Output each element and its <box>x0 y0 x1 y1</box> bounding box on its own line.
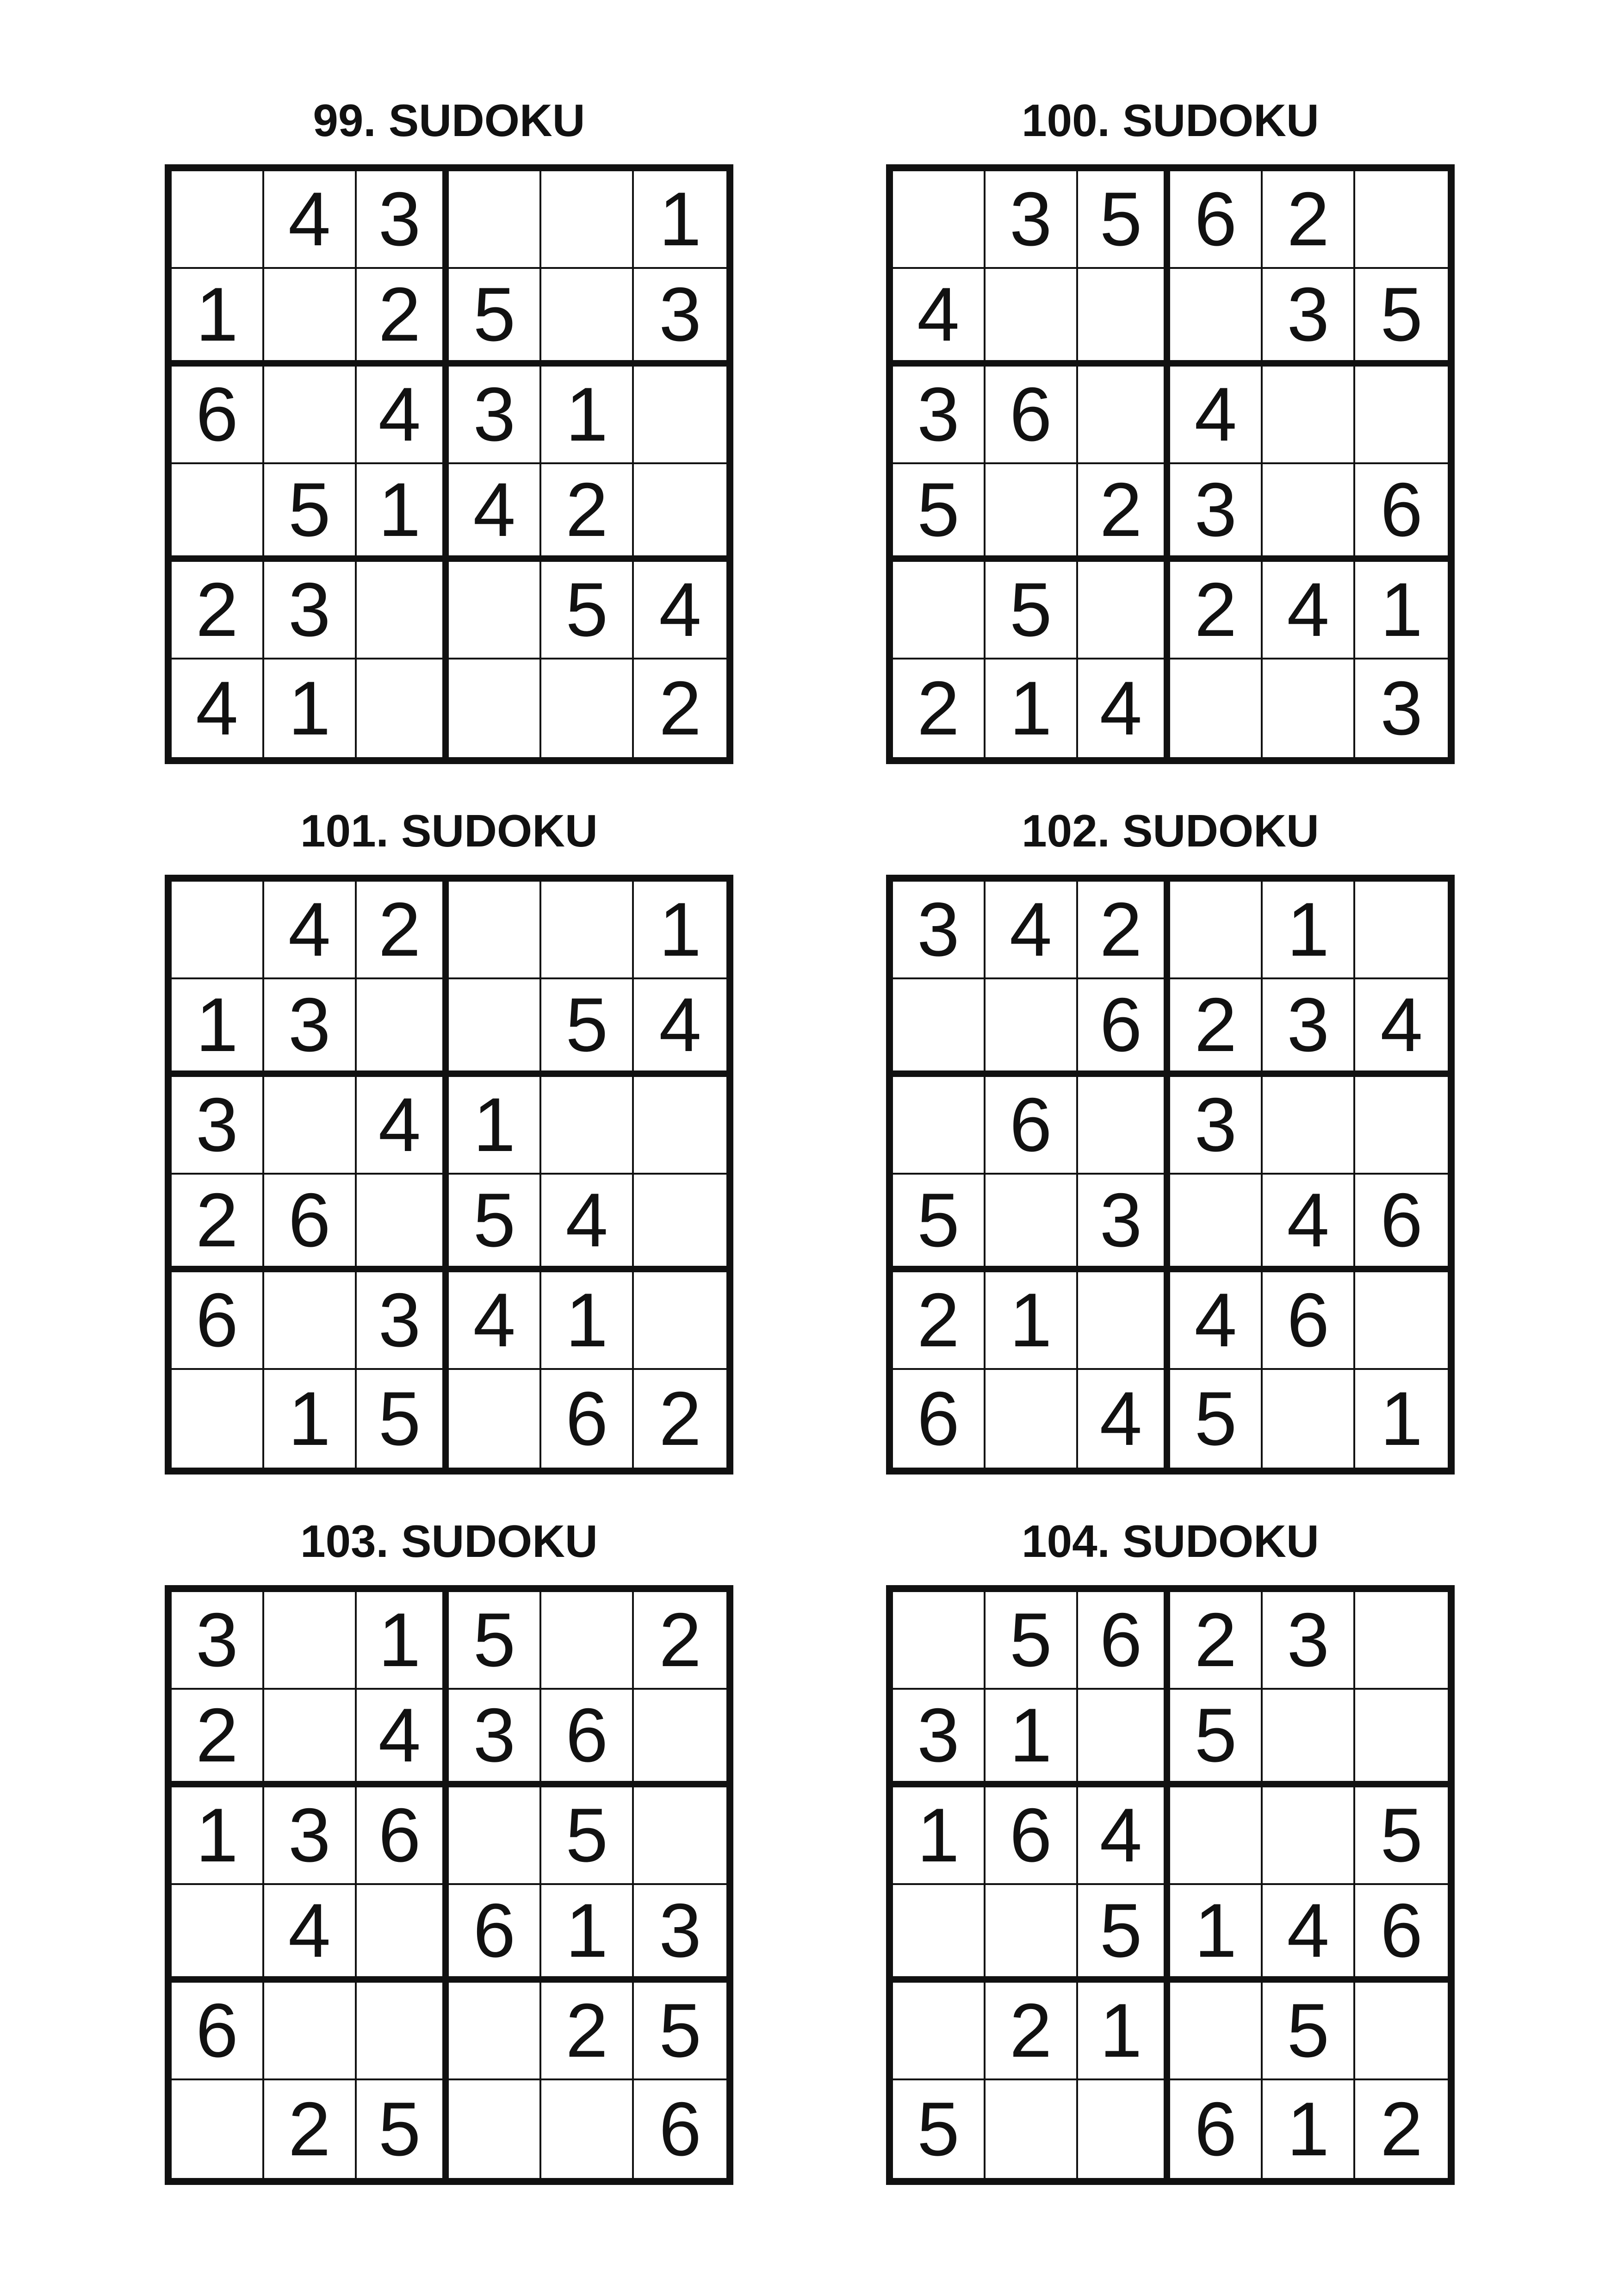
empty-cell[interactable] <box>357 660 449 757</box>
given-digit-cell: 5 <box>1355 269 1448 367</box>
puzzle-title: 101. SUDOKU <box>300 805 598 856</box>
given-digit-cell: 5 <box>1355 1787 1448 1885</box>
given-digit-cell: 3 <box>1263 979 1355 1077</box>
given-digit-cell: 1 <box>986 1690 1078 1787</box>
given-digit-cell: 5 <box>1078 171 1171 269</box>
puzzle-title: 103. SUDOKU <box>300 1516 598 1567</box>
given-digit-cell: 3 <box>172 1592 264 1690</box>
empty-cell[interactable] <box>264 1983 357 2080</box>
empty-cell[interactable] <box>541 1077 634 1175</box>
empty-cell[interactable] <box>893 171 986 269</box>
sudoku-grid <box>165 164 733 764</box>
given-digit-cell: 5 <box>357 1370 449 1468</box>
given-digit-cell: 6 <box>1355 1885 1448 1983</box>
given-digit-cell: 1 <box>1078 1983 1171 2080</box>
given-digit-cell: 3 <box>264 562 357 660</box>
given-digit-cell: 2 <box>1078 464 1171 562</box>
given-digit-cell: 6 <box>1078 1592 1171 1690</box>
given-digit-cell: 2 <box>1380 2086 1423 2172</box>
given-digit-cell: 4 <box>357 1077 449 1175</box>
empty-cell[interactable] <box>1078 367 1171 464</box>
empty-cell[interactable] <box>1170 882 1263 979</box>
empty-cell[interactable] <box>893 1983 986 2080</box>
empty-cell[interactable] <box>357 1885 449 1983</box>
puzzle-title: 104. SUDOKU <box>1022 1516 1319 1567</box>
given-digit-cell: 2 <box>893 1272 986 1370</box>
empty-cell[interactable] <box>1078 2080 1171 2178</box>
empty-cell[interactable] <box>1355 171 1448 269</box>
given-digit-cell: 4 <box>541 1175 634 1272</box>
empty-cell[interactable] <box>1355 1690 1448 1787</box>
given-digit-cell: 2 <box>659 1376 701 1461</box>
given-digit-cell: 1 <box>634 171 726 269</box>
given-digit-cell: 6 <box>986 367 1078 464</box>
given-digit-cell: 4 <box>986 882 1078 979</box>
given-digit-cell: 6 <box>449 1885 541 1983</box>
given-digit-cell: 4 <box>264 882 357 979</box>
given-digit-cell: 5 <box>893 1175 986 1272</box>
sudoku-grid <box>886 164 1455 764</box>
given-digit-cell: 4 <box>264 1885 357 1983</box>
given-digit-cell: 4 <box>264 171 357 269</box>
sudoku-grid <box>165 875 733 1475</box>
empty-cell[interactable] <box>172 464 264 562</box>
given-digit-cell: 6 <box>659 2086 701 2172</box>
empty-cell[interactable] <box>172 1370 264 1468</box>
empty-cell[interactable] <box>264 269 357 367</box>
empty-cell[interactable] <box>634 1690 726 1787</box>
empty-cell[interactable] <box>357 1175 449 1272</box>
given-digit-cell: 3 <box>357 171 449 269</box>
empty-cell[interactable] <box>172 1885 264 1983</box>
given-digit-cell: 5 <box>357 2080 449 2178</box>
given-digit-cell: 5 <box>1078 1885 1171 1983</box>
empty-cell[interactable] <box>541 2080 634 2178</box>
given-digit-cell: 1 <box>1380 1376 1423 1461</box>
empty-cell[interactable] <box>1355 882 1448 979</box>
puzzle-title: 100. SUDOKU <box>1022 95 1319 146</box>
given-digit-cell: 3 <box>634 1885 726 1983</box>
empty-cell[interactable] <box>1078 562 1171 660</box>
given-digit-cell: 1 <box>986 1272 1078 1370</box>
given-digit-cell: 4 <box>1170 367 1263 464</box>
empty-cell[interactable] <box>264 1592 357 1690</box>
given-digit-cell: 1 <box>357 464 449 562</box>
sudoku-grid <box>886 1585 1455 2185</box>
given-digit-cell: 3 <box>264 979 357 1077</box>
given-digit-cell: 2 <box>893 660 986 757</box>
given-digit-cell: 2 <box>357 269 449 367</box>
empty-cell[interactable] <box>1078 1077 1171 1175</box>
empty-cell[interactable] <box>172 2080 264 2178</box>
empty-cell[interactable] <box>1170 1787 1263 1885</box>
given-digit-cell: 2 <box>634 1592 726 1690</box>
given-digit-cell: 6 <box>1170 171 1263 269</box>
sudoku-grid <box>165 1585 733 2185</box>
empty-cell[interactable] <box>172 171 264 269</box>
given-digit-cell: 5 <box>1263 1983 1355 2080</box>
given-digit-cell: 1 <box>172 1787 264 1885</box>
given-digit-cell: 5 <box>893 2080 986 2178</box>
empty-cell[interactable] <box>1263 1077 1355 1175</box>
given-digit-cell: 6 <box>1263 1272 1355 1370</box>
given-digit-cell: 3 <box>893 882 986 979</box>
empty-cell[interactable] <box>449 1370 541 1468</box>
empty-cell[interactable] <box>1263 1370 1355 1468</box>
empty-cell[interactable] <box>634 1077 726 1175</box>
given-digit-cell: 6 <box>172 1983 264 2080</box>
given-digit-cell: 2 <box>172 1175 264 1272</box>
empty-cell[interactable] <box>449 562 541 660</box>
given-digit-cell: 2 <box>264 2080 357 2178</box>
empty-cell[interactable] <box>172 882 264 979</box>
given-digit-cell: 3 <box>1380 666 1423 751</box>
given-digit-cell: 2 <box>172 1690 264 1787</box>
empty-cell[interactable] <box>264 1077 357 1175</box>
given-digit-cell: 1 <box>541 367 634 464</box>
empty-cell[interactable] <box>1355 367 1448 464</box>
given-digit-cell: 1 <box>541 1272 634 1370</box>
given-digit-cell: 5 <box>449 1592 541 1690</box>
empty-cell[interactable] <box>1170 660 1263 757</box>
given-digit-cell: 1 <box>264 660 357 757</box>
given-digit-cell: 6 <box>1078 979 1171 1077</box>
empty-cell[interactable] <box>541 171 634 269</box>
given-digit-cell: 3 <box>1263 1592 1355 1690</box>
empty-cell[interactable] <box>264 1690 357 1787</box>
given-digit-cell: 2 <box>1263 171 1355 269</box>
empty-cell[interactable] <box>986 2080 1078 2178</box>
given-digit-cell: 4 <box>357 367 449 464</box>
given-digit-cell: 4 <box>172 660 264 757</box>
empty-cell[interactable] <box>541 660 634 757</box>
empty-cell[interactable] <box>634 464 726 562</box>
empty-cell[interactable] <box>541 882 634 979</box>
empty-cell[interactable] <box>634 367 726 464</box>
empty-cell[interactable] <box>449 2080 541 2178</box>
empty-cell[interactable] <box>1263 1690 1355 1787</box>
empty-cell[interactable] <box>1263 367 1355 464</box>
empty-cell[interactable] <box>541 269 634 367</box>
empty-cell[interactable] <box>1355 1077 1448 1175</box>
given-digit-cell: 5 <box>1170 1690 1263 1787</box>
given-digit-cell: 2 <box>357 882 449 979</box>
given-digit-cell: 1 <box>172 269 264 367</box>
empty-cell[interactable] <box>1263 1787 1355 1885</box>
given-digit-cell: 1 <box>1263 882 1355 979</box>
empty-cell[interactable] <box>986 1885 1078 1983</box>
given-digit-cell: 1 <box>541 1885 634 1983</box>
empty-cell[interactable] <box>449 660 541 757</box>
given-digit-cell: 5 <box>541 562 634 660</box>
empty-cell[interactable] <box>1263 660 1355 757</box>
given-digit-cell: 5 <box>893 464 986 562</box>
given-digit-cell: 4 <box>1170 1272 1263 1370</box>
given-digit-cell: 6 <box>893 1370 986 1468</box>
given-digit-cell: 1 <box>1170 1885 1263 1983</box>
empty-cell[interactable] <box>449 171 541 269</box>
given-digit-cell: 5 <box>986 562 1078 660</box>
given-digit-cell: 3 <box>172 1077 264 1175</box>
given-digit-cell: 2 <box>1170 1592 1263 1690</box>
given-digit-cell: 3 <box>357 1272 449 1370</box>
empty-cell[interactable] <box>1078 269 1171 367</box>
given-digit-cell: 5 <box>986 1592 1078 1690</box>
given-digit-cell: 3 <box>986 171 1078 269</box>
given-digit-cell: 5 <box>449 269 541 367</box>
given-digit-cell: 4 <box>1355 979 1448 1077</box>
empty-cell[interactable] <box>1355 1272 1448 1370</box>
given-digit-cell: 6 <box>986 1077 1078 1175</box>
given-digit-cell: 6 <box>541 1690 634 1787</box>
given-digit-cell: 5 <box>449 1175 541 1272</box>
given-digit-cell: 1 <box>986 660 1078 757</box>
empty-cell[interactable] <box>986 464 1078 562</box>
given-digit-cell: 5 <box>1170 1370 1263 1468</box>
given-digit-cell: 2 <box>1078 882 1171 979</box>
given-digit-cell: 2 <box>1170 979 1263 1077</box>
empty-cell[interactable] <box>986 1370 1078 1468</box>
given-digit-cell: 6 <box>986 1787 1078 1885</box>
empty-cell[interactable] <box>449 979 541 1077</box>
given-digit-cell: 1 <box>893 1787 986 1885</box>
empty-cell[interactable] <box>893 1885 986 1983</box>
empty-cell[interactable] <box>264 1272 357 1370</box>
given-digit-cell: 4 <box>634 562 726 660</box>
puzzle-title: 99. SUDOKU <box>313 95 585 146</box>
puzzle-title: 102. SUDOKU <box>1022 805 1319 856</box>
given-digit-cell: 1 <box>449 1077 541 1175</box>
given-digit-cell: 3 <box>449 1690 541 1787</box>
given-digit-cell: 1 <box>1263 2080 1355 2178</box>
given-digit-cell: 1 <box>357 1592 449 1690</box>
given-digit-cell: 6 <box>172 367 264 464</box>
given-digit-cell: 3 <box>634 269 726 367</box>
empty-cell[interactable] <box>449 882 541 979</box>
empty-cell[interactable] <box>541 1592 634 1690</box>
empty-cell[interactable] <box>1078 1272 1171 1370</box>
empty-cell[interactable] <box>893 979 986 1077</box>
given-digit-cell: 1 <box>634 882 726 979</box>
given-digit-cell: 4 <box>357 1690 449 1787</box>
given-digit-cell: 2 <box>659 666 701 751</box>
given-digit-cell: 5 <box>634 1983 726 2080</box>
given-digit-cell: 6 <box>357 1787 449 1885</box>
given-digit-cell: 3 <box>1170 464 1263 562</box>
sudoku-grid <box>886 875 1455 1475</box>
given-digit-cell: 4 <box>449 464 541 562</box>
empty-cell[interactable] <box>634 1272 726 1370</box>
given-digit-cell: 2 <box>541 464 634 562</box>
empty-cell[interactable] <box>449 1983 541 2080</box>
empty-cell[interactable] <box>1263 464 1355 562</box>
empty-cell[interactable] <box>1355 1592 1448 1690</box>
given-digit-cell: 4 <box>1263 562 1355 660</box>
empty-cell[interactable] <box>893 1592 986 1690</box>
empty-cell[interactable] <box>634 1175 726 1272</box>
empty-cell[interactable] <box>1170 1175 1263 1272</box>
empty-cell[interactable] <box>893 562 986 660</box>
given-digit-cell: 4 <box>634 979 726 1077</box>
given-digit-cell: 3 <box>893 1690 986 1787</box>
given-digit-cell: 1 <box>264 1370 357 1468</box>
given-digit-cell: 6 <box>1355 464 1448 562</box>
given-digit-cell: 4 <box>1078 1370 1171 1468</box>
empty-cell[interactable] <box>986 1175 1078 1272</box>
empty-cell[interactable] <box>986 269 1078 367</box>
given-digit-cell: 5 <box>541 979 634 1077</box>
empty-cell[interactable] <box>1078 1690 1171 1787</box>
given-digit-cell: 6 <box>1355 1175 1448 1272</box>
given-digit-cell: 4 <box>449 1272 541 1370</box>
given-digit-cell: 3 <box>449 367 541 464</box>
empty-cell[interactable] <box>264 367 357 464</box>
empty-cell[interactable] <box>893 1077 986 1175</box>
given-digit-cell: 4 <box>1263 1885 1355 1983</box>
given-digit-cell: 5 <box>264 464 357 562</box>
given-digit-cell: 2 <box>1170 562 1263 660</box>
given-digit-cell: 4 <box>1263 1175 1355 1272</box>
given-digit-cell: 1 <box>1355 562 1448 660</box>
empty-cell[interactable] <box>634 1787 726 1885</box>
given-digit-cell: 5 <box>541 1787 634 1885</box>
empty-cell[interactable] <box>1170 269 1263 367</box>
empty-cell[interactable] <box>1170 1983 1263 2080</box>
given-digit-cell: 3 <box>893 367 986 464</box>
empty-cell[interactable] <box>449 1787 541 1885</box>
empty-cell[interactable] <box>1355 1983 1448 2080</box>
empty-cell[interactable] <box>986 979 1078 1077</box>
given-digit-cell: 1 <box>172 979 264 1077</box>
empty-cell[interactable] <box>357 562 449 660</box>
given-digit-cell: 6 <box>541 1370 634 1468</box>
given-digit-cell: 3 <box>1170 1077 1263 1175</box>
given-digit-cell: 6 <box>264 1175 357 1272</box>
given-digit-cell: 3 <box>1078 1175 1171 1272</box>
empty-cell[interactable] <box>357 1983 449 2080</box>
given-digit-cell: 4 <box>1078 1787 1171 1885</box>
given-digit-cell: 4 <box>1078 660 1171 757</box>
given-digit-cell: 2 <box>541 1983 634 2080</box>
given-digit-cell: 6 <box>172 1272 264 1370</box>
given-digit-cell: 2 <box>986 1983 1078 2080</box>
given-digit-cell: 2 <box>172 562 264 660</box>
given-digit-cell: 4 <box>893 269 986 367</box>
given-digit-cell: 3 <box>1263 269 1355 367</box>
empty-cell[interactable] <box>357 979 449 1077</box>
given-digit-cell: 3 <box>264 1787 357 1885</box>
given-digit-cell: 6 <box>1170 2080 1263 2178</box>
